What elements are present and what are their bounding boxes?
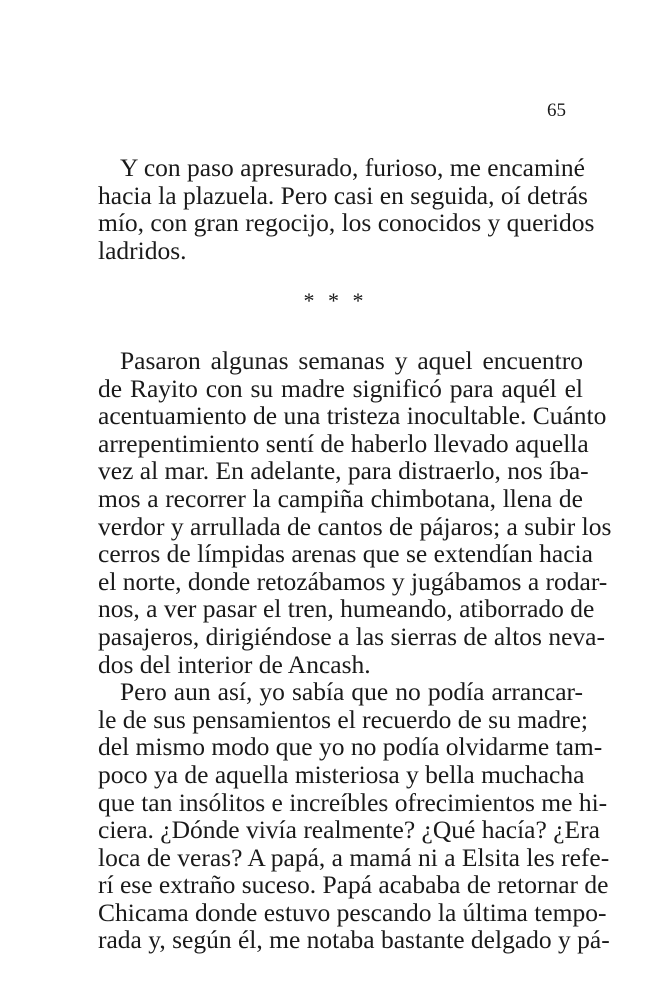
text-line: del mismo modo que yo no podía olvidarme tam- (98, 732, 603, 762)
text-line: verdor y arrullada de cantos de pájaros; a subir los (98, 511, 612, 541)
section-separator: * * * (303, 288, 368, 313)
paragraph-1 (98, 153, 595, 265)
text-line: arrepentimiento sentí de haberlo llevado aquella (98, 428, 589, 458)
page-number: 65 (547, 100, 566, 121)
text-line: poco ya de aquella misteriosa y bella muchacha (98, 759, 585, 789)
text-line: Chicama donde estuvo pescando la última tempo- (98, 897, 607, 927)
text-line: le de sus pensamientos el recuerdo de su madre; (98, 704, 589, 734)
paragraph-2 (98, 346, 612, 955)
text-line: de Rayito con su madre significó para aquél el (98, 373, 583, 403)
text-line: que tan insólitos e increíbles ofrecimientos me hi- (98, 787, 608, 817)
text-line: Pero aun así, yo sabía que no podía arrancar- (120, 677, 583, 707)
text-line: vez al mar. En adelante, para distraerlo, nos íba- (98, 456, 589, 486)
text-line: loca de veras? A papá, a mamá ni a Elsita les refe- (98, 842, 610, 872)
text-line: ciera. ¿Dónde vivía realmente? ¿Qué hacía? ¿Era (98, 815, 600, 845)
text-line: cerros de límpidas arenas que se extendían hacia (98, 539, 593, 569)
text-line: mío, con gran regocijo, los conocidos y queridos (98, 208, 595, 238)
text-line: acentuamiento de una tristeza inocultable. Cuánto (98, 401, 607, 431)
text-line: rí ese extraño suceso. Papá acababa de retornar de (98, 870, 609, 900)
text-line: el norte, donde retozábamos y jugábamos a rodar- (98, 566, 608, 596)
text-line: pasajeros, dirigiéndose a las sierras de altos neva- (98, 621, 605, 651)
text-line: mos a recorrer la campiña chimbotana, llena de (98, 483, 583, 513)
text-line: nos, a ver pasar el tren, humeando, atiborrado de (98, 594, 595, 624)
text-line: hacia la plazuela. Pero casi en seguida, oí detrás (98, 180, 588, 210)
text-line: ladridos. (98, 235, 187, 265)
text-line: dos del interior de Ancash. (98, 649, 371, 679)
text-line: Y con paso apresurado, furioso, me encaminé (120, 153, 585, 182)
text-line: rada y, según él, me notaba bastante delgado y pá- (98, 925, 610, 955)
text-line: Pasaron algunas semanas y aquel encuentro (120, 346, 583, 375)
